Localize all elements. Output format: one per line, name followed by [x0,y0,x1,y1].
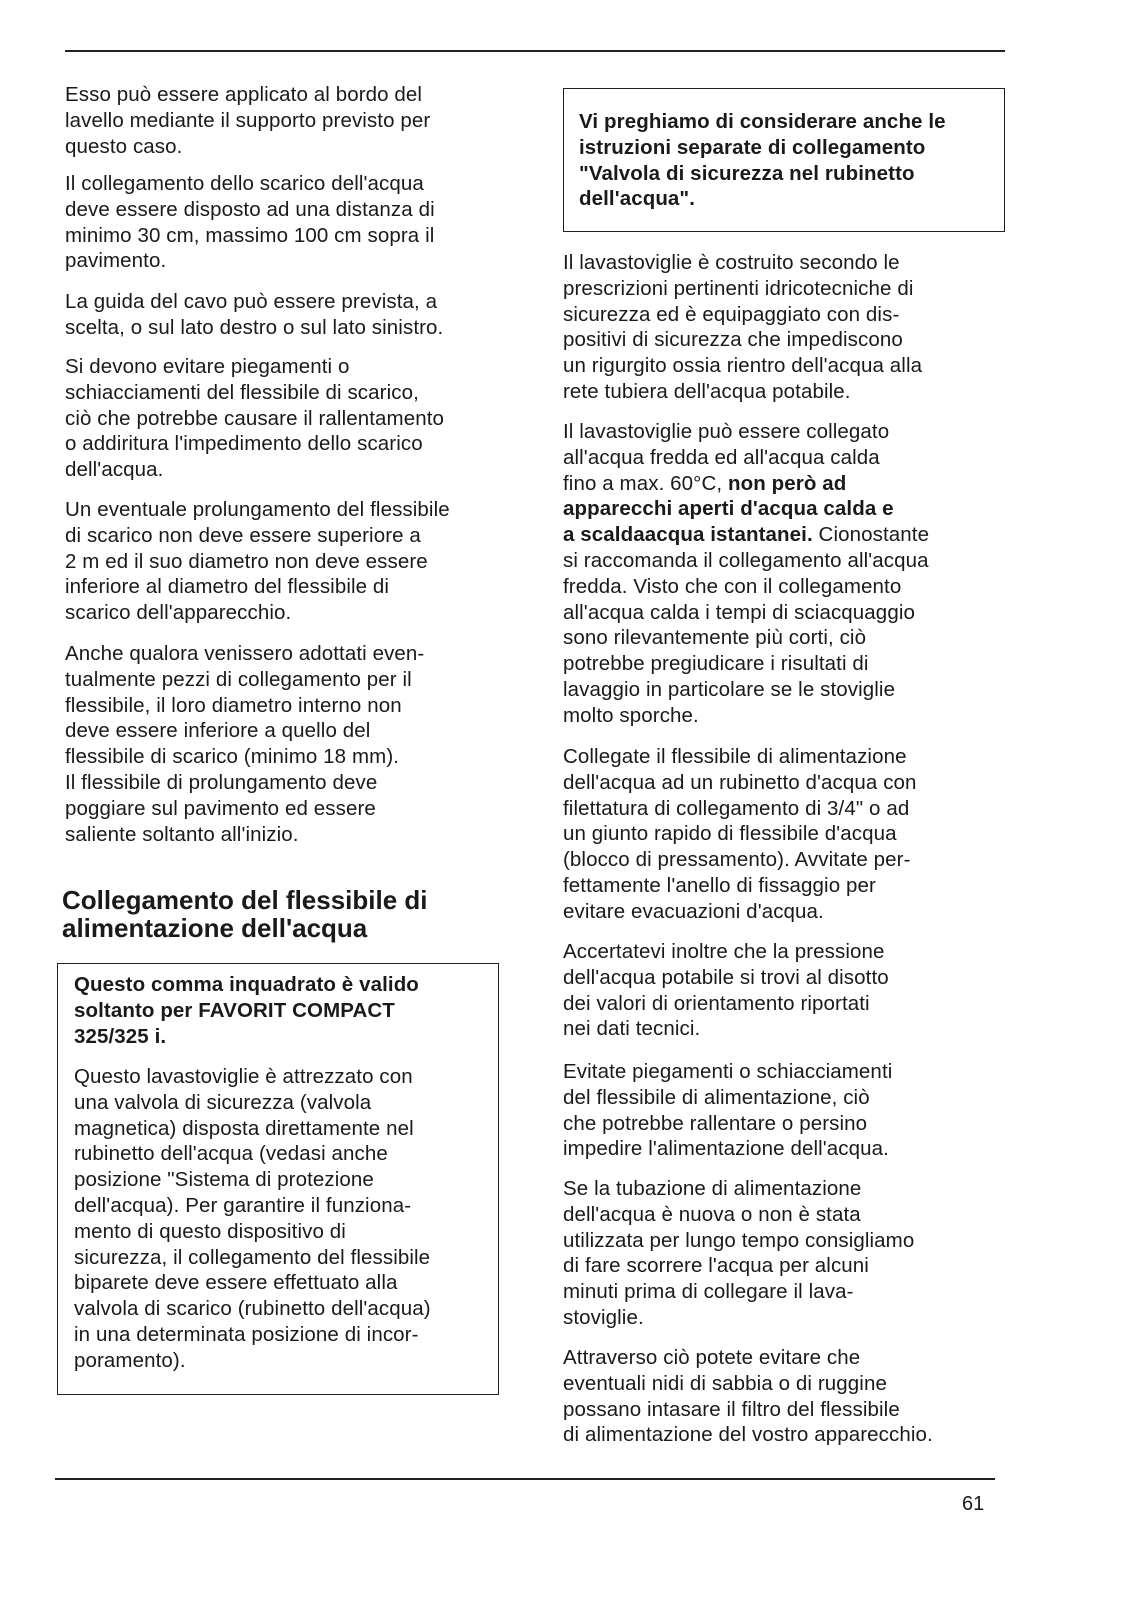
right-paragraph-1: Il lavastoviglie è costruito secondo le prescrizioni pertinenti idricotecniche di sicurezza ed è equipaggiato con dis- positivi di sicurezza che impediscono un rigurgito ossia rientro dell'acqua alla rete tubiera dell'acqua potabile. [563,251,923,403]
bottom-rule [55,1478,995,1480]
section-heading: Collegamento del flessibile di alimentazione dell'acqua [62,885,428,943]
p2-text-b: Cionostante si raccomanda il collegamento all'acqua fredda. Visto che con il collegamento all'acqua calda i tempi di sciacquaggio sono rilevantemente più corti, ciò potrebbe pregiudicare i risultati di lavaggio in particolare se le stoviglie molto sporche. [563,523,930,727]
top-rule [65,50,1005,52]
left-paragraph-2: Il collegamento dello scarico dell'acqua deve essere disposto ad una distanza di minimo 30 cm, massimo 100 cm sopra il pavimento. [65,172,435,273]
right-paragraph-5: Evitate piegamenti o schiacciamenti del flessibile di alimentazione, ciò che potrebbe rallentare o persino impedire l'alimentazione dell'acqua. [563,1060,893,1161]
left-paragraph-6: Anche qualora venissero adottati even- tualmente pezzi di collegamento per il flessibile, il loro diametro interno non deve essere inferiore a quello del flessibile di scarico (minimo 18 mm). Il flessibile di prolungamento deve poggiare sul pavimento ed essere saliente soltanto all'inizio. [65,642,425,846]
left-paragraph-3: La guida del cavo può essere prevista, a scelta, o sul lato destro o sul lato sinistro. [65,290,444,339]
p2-text-a: Il lavastoviglie può essere collegato all'acqua fredda ed all'acqua calda fino a max. 60°C, [563,420,890,495]
right-paragraph-6: Se la tubazione di alimentazione dell'acqua è nuova o non è stata utilizzata per lungo tempo consigliamo di fare scorrere l'acqua per alcuni minuti prima di collegare il lava- stoviglie. [563,1177,915,1329]
notice-box-text: Vi preghiamo di considerare anche le istruzioni separate di collegamento "Valvola di sicurezza nel rubinetto dell'acqua". [579,110,946,211]
right-paragraph-7: Attraverso ciò potete evitare che eventuali nidi di sabbia o di ruggine possano intasare il filtro del flessibile di alimentazione del vostro apparecchio. [563,1346,933,1447]
page-number: 61 [962,1493,985,1515]
p2-bold-warning: non però ad apparecchi aperti d'acqua calda e a scaldaacqua istantanei. [563,471,894,547]
right-paragraph-2 [563,419,929,729]
left-paragraph-5: Un eventuale prolungamento del flessibile di scarico non deve essere superiore a 2 m ed il suo diametro non deve essere inferiore al diametro del flessibile di scarico dell'apparecchio. [65,498,450,625]
box-title: Questo comma inquadrato è valido soltanto per FAVORIT COMPACT 325/325 i. [74,973,419,1048]
right-paragraph-4: Accertatevi inoltre che la pressione dell'acqua potabile si trovi al disotto dei valori di orientamento riportati nei dati tecnici. [563,940,889,1041]
left-paragraph-4: Si devono evitare piegamenti o schiacciamenti del flessibile di scarico, ciò che potrebbe causare il rallentamento o addiritura l'impedimento dello scarico dell'acqua. [65,355,445,482]
box-text: Questo lavastoviglie è attrezzato con una valvola di sicurezza (valvola magnetica) disposta direttamente nel rubinetto dell'acqua (vedasi anche posizione "Sistema di protezione dell'acqua). Per garantire il funziona- mento di questo dispositivo di sicurezza, il collegamento del flessibile biparete deve essere effettuato alla valvola di scarico (rubinetto dell'acqua) in una determinata posizione di incor- poramento). [74,1065,431,1372]
right-paragraph-3: Collegate il flessibile di alimentazione dell'acqua ad un rubinetto d'acqua con filettatura di collegamento di 3/4" o ad un giunto rapido di flessibile d'acqua (blocco di pressamento). Avvitate per- fettamente l'anello di fissaggio per evitare evacuazioni d'acqua. [563,745,917,923]
left-paragraph-1: Esso può essere applicato al bordo del lavello mediante il supporto previsto per questo caso. [65,83,431,158]
